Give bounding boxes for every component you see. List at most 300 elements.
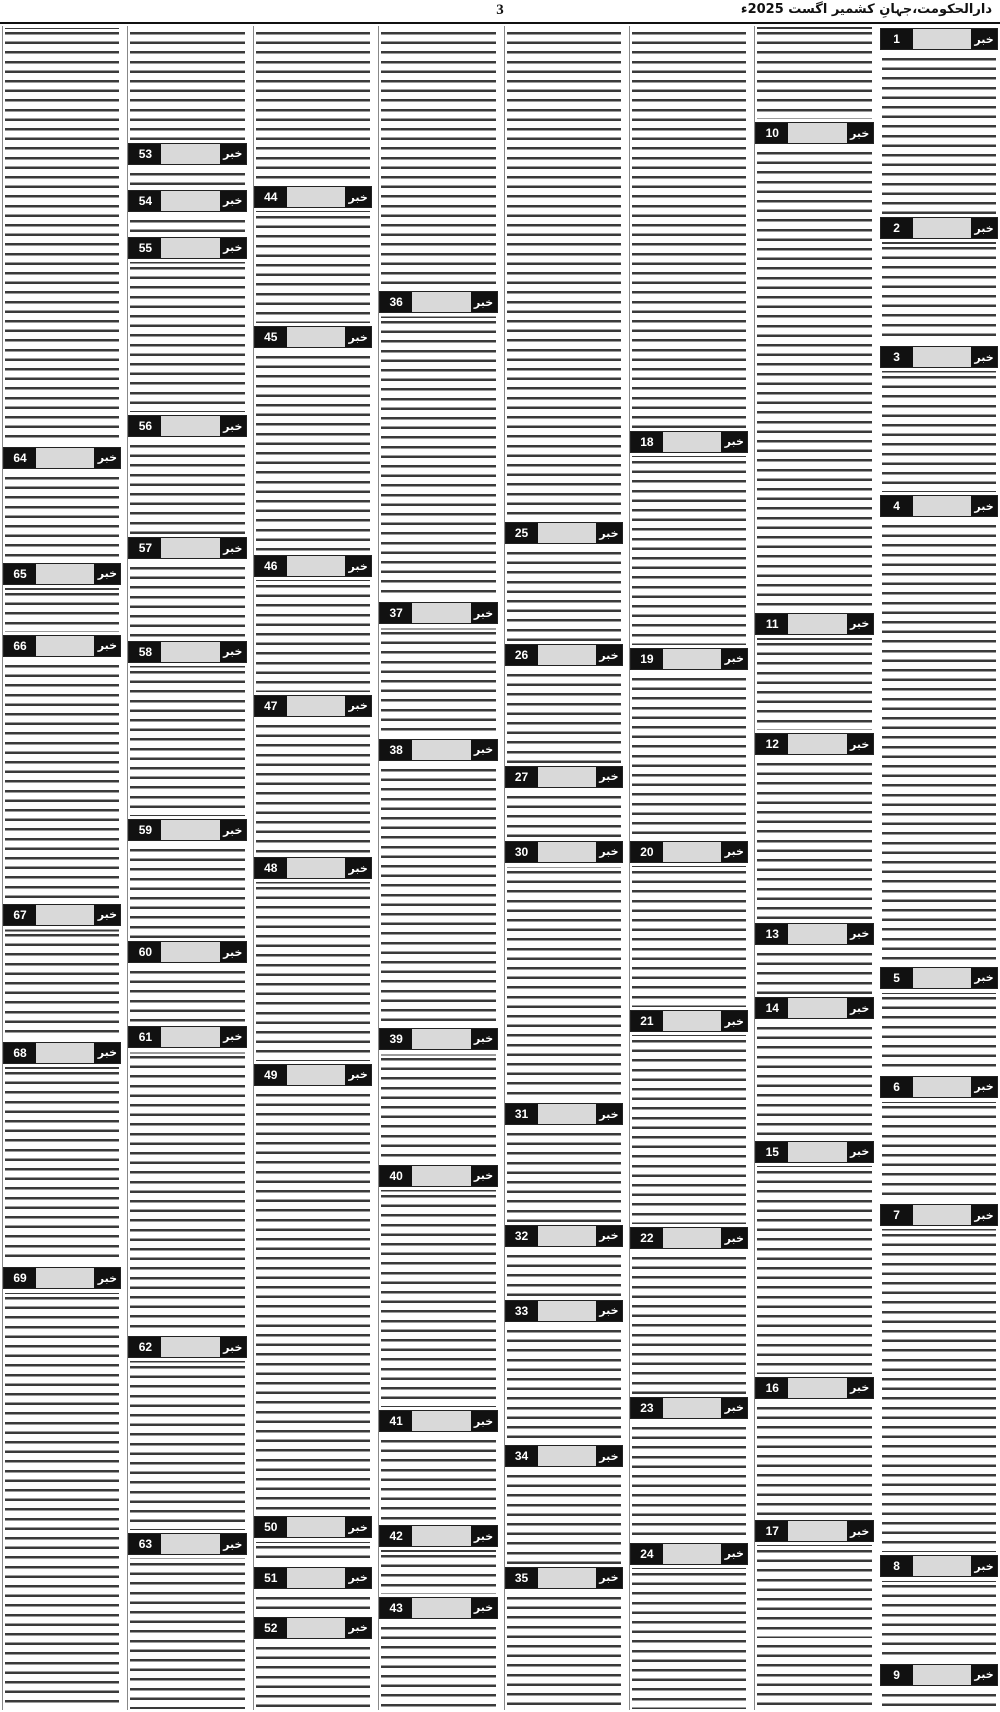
bar-fill xyxy=(913,1665,971,1685)
news-logo-badge: خبر xyxy=(847,1378,873,1398)
news-logo-badge: خبر xyxy=(596,1301,622,1321)
news-item xyxy=(128,235,246,414)
item-number-bar xyxy=(630,1010,748,1032)
news-logo-badge: خبر xyxy=(94,1268,120,1288)
item-number-bar xyxy=(128,143,246,165)
news-item xyxy=(630,429,748,646)
item-number-bar xyxy=(128,819,246,841)
item-number-bar xyxy=(755,1377,873,1399)
news-item xyxy=(128,1024,246,1334)
news-item xyxy=(630,26,748,429)
masthead-dateline: دارالحکومت،جہانِ کشمیر اگست 2025ء xyxy=(740,2,992,17)
item-number: 46 xyxy=(255,556,287,576)
news-logo-badge: خبر xyxy=(345,1618,371,1638)
article-text-block xyxy=(632,1422,746,1540)
news-item xyxy=(379,26,497,289)
news-item xyxy=(755,1375,873,1519)
news-item xyxy=(3,633,121,902)
news-logo-badge: خبر xyxy=(971,1665,997,1685)
news-logo-badge: خبر xyxy=(345,556,371,576)
item-number: 60 xyxy=(129,942,161,962)
bar-fill xyxy=(161,1337,219,1357)
article-text-block xyxy=(882,242,996,343)
news-item xyxy=(128,939,246,1023)
item-number-bar xyxy=(880,1076,998,1098)
article-text-block xyxy=(130,262,244,413)
news-item xyxy=(755,731,873,921)
item-number: 37 xyxy=(380,603,412,623)
article-text-block xyxy=(256,1642,370,1709)
article-text-block xyxy=(381,1053,495,1162)
item-number: 8 xyxy=(881,1556,913,1576)
news-logo-badge: خبر xyxy=(847,123,873,143)
item-number-bar xyxy=(379,291,497,313)
news-item xyxy=(128,639,246,818)
article-text-block xyxy=(130,562,244,637)
item-number-bar xyxy=(3,447,121,469)
bar-fill xyxy=(913,1556,971,1576)
news-item xyxy=(128,535,246,638)
news-logo-badge: خبر xyxy=(345,327,371,347)
item-number-bar xyxy=(630,841,748,863)
bar-fill xyxy=(538,523,596,543)
bar-fill xyxy=(913,968,971,988)
article-text-block xyxy=(130,27,244,140)
item-number-bar xyxy=(254,1064,372,1086)
item-number-bar xyxy=(880,346,998,368)
news-logo-badge: خبر xyxy=(847,1142,873,1162)
item-number: 54 xyxy=(129,191,161,211)
article-text-block xyxy=(130,1051,244,1333)
bar-fill xyxy=(161,820,219,840)
item-number-bar xyxy=(630,1227,748,1249)
news-item xyxy=(128,817,246,939)
news-item xyxy=(379,1163,497,1409)
article-text-block xyxy=(256,720,370,854)
news-item xyxy=(3,902,121,1040)
bar-fill xyxy=(412,1166,470,1186)
article-text-block xyxy=(507,1592,621,1709)
bar-fill xyxy=(913,1205,971,1225)
bar-fill xyxy=(412,603,470,623)
news-logo-badge: خبر xyxy=(847,924,873,944)
news-logo-badge: خبر xyxy=(596,523,622,543)
item-number: 10 xyxy=(756,123,788,143)
item-number: 17 xyxy=(756,1521,788,1541)
bar-fill xyxy=(161,538,219,558)
article-text-block xyxy=(5,1067,119,1264)
article-text-block xyxy=(381,1550,495,1594)
news-logo-badge: خبر xyxy=(220,820,246,840)
article-text-block xyxy=(5,1292,119,1709)
item-number-bar xyxy=(630,648,748,670)
item-number-bar xyxy=(3,1267,121,1289)
item-number: 43 xyxy=(380,1598,412,1618)
item-number: 56 xyxy=(129,416,161,436)
article-text-block xyxy=(882,1689,996,1709)
news-item xyxy=(630,646,748,839)
article-text-block xyxy=(5,27,119,444)
news-item xyxy=(128,1531,246,1710)
item-number: 23 xyxy=(631,1398,663,1418)
item-number-bar xyxy=(755,122,873,144)
news-item xyxy=(3,26,121,445)
news-column xyxy=(378,26,497,1710)
bar-fill xyxy=(412,1029,470,1049)
item-number: 36 xyxy=(380,292,412,312)
item-number: 20 xyxy=(631,842,663,862)
news-item xyxy=(505,1565,623,1710)
item-number-bar xyxy=(880,967,998,989)
article-text-block xyxy=(507,547,621,641)
item-number: 22 xyxy=(631,1228,663,1248)
news-column xyxy=(629,26,748,1710)
news-logo-badge: خبر xyxy=(596,1104,622,1124)
item-number: 67 xyxy=(4,905,36,925)
article-text-block xyxy=(5,472,119,560)
item-number: 68 xyxy=(4,1043,36,1063)
news-logo-badge: خبر xyxy=(220,416,246,436)
news-item xyxy=(254,184,372,324)
item-number: 57 xyxy=(129,538,161,558)
news-item xyxy=(755,921,873,995)
news-column xyxy=(2,26,121,1710)
news-logo-badge: خبر xyxy=(471,1526,497,1546)
news-logo-badge: خبر xyxy=(220,642,246,662)
item-number-bar xyxy=(379,1525,497,1547)
news-item xyxy=(128,188,246,235)
article-text-block xyxy=(882,1580,996,1661)
bar-fill xyxy=(287,556,345,576)
item-number-bar xyxy=(755,1141,873,1163)
item-number-bar xyxy=(128,1336,246,1358)
bar-fill xyxy=(538,1446,596,1466)
news-logo-badge: خبر xyxy=(94,636,120,656)
article-text-block xyxy=(130,440,244,534)
news-logo-badge: خبر xyxy=(721,1398,747,1418)
bar-fill xyxy=(788,734,846,754)
article-text-block xyxy=(632,27,746,428)
news-item xyxy=(505,642,623,764)
item-number: 47 xyxy=(255,696,287,716)
article-text-block xyxy=(507,791,621,838)
news-logo-badge: خبر xyxy=(721,1228,747,1248)
article-text-block xyxy=(882,53,996,214)
item-number: 69 xyxy=(4,1268,36,1288)
bar-fill xyxy=(36,564,94,584)
news-column xyxy=(253,26,372,1710)
bar-fill xyxy=(663,432,721,452)
item-number: 26 xyxy=(506,645,538,665)
item-number: 13 xyxy=(756,924,788,944)
item-number: 40 xyxy=(380,1166,412,1186)
bar-fill xyxy=(412,1526,470,1546)
item-number-bar xyxy=(128,941,246,963)
bar-fill xyxy=(788,1521,846,1541)
article-text-block xyxy=(757,1022,871,1138)
item-number: 25 xyxy=(506,523,538,543)
item-number-bar xyxy=(880,217,998,239)
article-text-block xyxy=(632,456,746,645)
item-number-bar xyxy=(755,923,873,945)
news-logo-badge: خبر xyxy=(471,292,497,312)
news-logo-badge: خبر xyxy=(345,1517,371,1537)
bar-fill xyxy=(538,767,596,787)
item-number-bar xyxy=(3,635,121,657)
bar-fill xyxy=(538,1568,596,1588)
news-logo-badge: خبر xyxy=(721,649,747,669)
news-item xyxy=(379,1523,497,1595)
article-text-block xyxy=(507,1128,621,1222)
article-text-block xyxy=(256,1592,370,1614)
news-logo-badge: خبر xyxy=(220,538,246,558)
item-number: 16 xyxy=(756,1378,788,1398)
item-number: 1 xyxy=(881,29,913,49)
bar-fill xyxy=(36,636,94,656)
news-logo-badge: خبر xyxy=(971,1077,997,1097)
item-number: 53 xyxy=(129,144,161,164)
news-logo-badge: خبر xyxy=(847,1521,873,1541)
article-text-block xyxy=(381,1190,495,1408)
item-number-bar xyxy=(505,1103,623,1125)
item-number-bar xyxy=(630,1543,748,1565)
news-item xyxy=(254,1565,372,1615)
news-logo-badge: خبر xyxy=(94,1043,120,1063)
news-item xyxy=(880,344,998,493)
news-item xyxy=(379,1595,497,1710)
news-item xyxy=(379,289,497,600)
news-logo-badge: خبر xyxy=(220,942,246,962)
article-text-block xyxy=(757,1640,871,1709)
item-number-bar xyxy=(379,1028,497,1050)
news-item xyxy=(880,493,998,965)
item-number: 33 xyxy=(506,1301,538,1321)
news-logo-badge: خبر xyxy=(220,1534,246,1554)
item-number-bar xyxy=(254,326,372,348)
item-number-bar xyxy=(880,28,998,50)
bar-fill xyxy=(287,327,345,347)
article-text-block xyxy=(507,669,621,763)
news-item xyxy=(254,1615,372,1710)
news-logo-badge: خبر xyxy=(220,144,246,164)
item-number: 38 xyxy=(380,740,412,760)
news-logo-badge: خبر xyxy=(847,998,873,1018)
bar-fill xyxy=(412,1598,470,1618)
article-text-block xyxy=(507,27,621,519)
news-item xyxy=(755,1139,873,1375)
bar-fill xyxy=(412,1411,470,1431)
item-number: 14 xyxy=(756,998,788,1018)
bar-fill xyxy=(538,842,596,862)
news-logo-badge: خبر xyxy=(345,187,371,207)
article-text-block xyxy=(507,1325,621,1442)
item-number: 7 xyxy=(881,1205,913,1225)
news-item xyxy=(128,413,246,535)
item-number: 44 xyxy=(255,187,287,207)
news-item xyxy=(755,26,873,120)
item-number: 19 xyxy=(631,649,663,669)
item-number-bar xyxy=(128,1533,246,1555)
news-item xyxy=(630,1225,748,1395)
bar-fill xyxy=(663,1544,721,1564)
news-item xyxy=(630,1008,748,1225)
bar-fill xyxy=(161,191,219,211)
bar-fill xyxy=(36,1268,94,1288)
article-text-block xyxy=(5,588,119,632)
article-text-block xyxy=(757,147,871,609)
news-logo-badge: خبر xyxy=(471,740,497,760)
bar-fill xyxy=(913,1077,971,1097)
news-logo-badge: خبر xyxy=(220,1027,246,1047)
bar-fill xyxy=(36,448,94,468)
news-item xyxy=(880,215,998,344)
news-item xyxy=(505,520,623,642)
news-item xyxy=(880,26,998,215)
news-item xyxy=(379,737,497,1026)
item-number: 32 xyxy=(506,1226,538,1246)
article-text-block xyxy=(882,992,996,1073)
news-item xyxy=(128,141,246,188)
bar-fill xyxy=(287,1517,345,1537)
news-logo-badge: خبر xyxy=(721,842,747,862)
article-text-block xyxy=(757,948,871,994)
news-item xyxy=(379,600,497,737)
bar-fill xyxy=(663,1398,721,1418)
item-number-bar xyxy=(880,1204,998,1226)
bar-fill xyxy=(788,1378,846,1398)
article-text-block xyxy=(130,168,244,187)
news-logo-badge: خبر xyxy=(471,1166,497,1186)
item-number-bar xyxy=(128,537,246,559)
article-text-block xyxy=(130,844,244,938)
item-number: 4 xyxy=(881,496,913,516)
item-number-bar xyxy=(3,563,121,585)
item-number-bar xyxy=(379,1410,497,1432)
item-number-bar xyxy=(505,522,623,544)
article-text-block xyxy=(507,1470,621,1564)
news-item xyxy=(755,1639,873,1710)
news-columns xyxy=(2,26,998,1710)
item-number: 31 xyxy=(506,1104,538,1124)
article-text-block xyxy=(256,211,370,323)
news-item xyxy=(505,839,623,1101)
article-text-block xyxy=(381,1622,495,1709)
news-item xyxy=(254,1062,372,1515)
news-logo-badge: خبر xyxy=(721,1544,747,1564)
news-item xyxy=(3,445,121,561)
bar-fill xyxy=(287,1065,345,1085)
item-number-bar xyxy=(254,857,372,879)
item-number: 35 xyxy=(506,1568,538,1588)
news-item xyxy=(755,120,873,610)
article-text-block xyxy=(381,1435,495,1522)
article-text-block xyxy=(757,758,871,920)
news-item xyxy=(379,1026,497,1163)
article-text-block xyxy=(256,27,370,183)
bar-fill xyxy=(287,1618,345,1638)
item-number-bar xyxy=(254,695,372,717)
news-logo-badge: خبر xyxy=(94,448,120,468)
item-number: 61 xyxy=(129,1027,161,1047)
item-number: 3 xyxy=(881,347,913,367)
article-text-block xyxy=(256,1089,370,1514)
article-text-block xyxy=(632,1035,746,1224)
news-item xyxy=(128,26,246,141)
item-number-bar xyxy=(755,733,873,755)
article-text-block xyxy=(256,351,370,552)
bar-fill xyxy=(788,1142,846,1162)
article-text-block xyxy=(632,1568,746,1710)
news-item xyxy=(630,839,748,1009)
bar-fill xyxy=(788,924,846,944)
news-logo-badge: خبر xyxy=(847,734,873,754)
article-text-block xyxy=(882,1229,996,1552)
item-number-bar xyxy=(379,1597,497,1619)
news-item xyxy=(505,1298,623,1443)
item-number-bar xyxy=(505,1225,623,1247)
news-logo-badge: خبر xyxy=(220,1337,246,1357)
bar-fill xyxy=(538,1226,596,1246)
news-logo-badge: خبر xyxy=(721,1011,747,1031)
bar-fill xyxy=(287,858,345,878)
news-logo-badge: خبر xyxy=(971,1556,997,1576)
news-logo-badge: خبر xyxy=(847,614,873,634)
article-text-block xyxy=(757,1402,871,1518)
bar-fill xyxy=(788,614,846,634)
news-item xyxy=(505,764,623,839)
news-logo-badge: خبر xyxy=(971,1205,997,1225)
bar-fill xyxy=(161,144,219,164)
page-header xyxy=(0,0,1000,24)
article-text-block xyxy=(5,929,119,1039)
item-number: 42 xyxy=(380,1526,412,1546)
item-number-bar xyxy=(505,766,623,788)
news-logo-badge: خبر xyxy=(971,29,997,49)
news-logo-badge: خبر xyxy=(596,842,622,862)
item-number-bar xyxy=(254,555,372,577)
item-number-bar xyxy=(505,1445,623,1467)
bar-fill xyxy=(161,642,219,662)
item-number: 11 xyxy=(756,614,788,634)
bar-fill xyxy=(538,645,596,665)
item-number-bar xyxy=(254,1567,372,1589)
news-item xyxy=(3,1265,121,1710)
news-logo-badge: خبر xyxy=(220,238,246,258)
item-number-bar xyxy=(505,841,623,863)
item-number-bar xyxy=(3,1042,121,1064)
item-number-bar xyxy=(755,1520,873,1542)
article-text-block xyxy=(632,673,746,838)
item-number-bar xyxy=(379,602,497,624)
news-logo-badge: خبر xyxy=(94,564,120,584)
news-column xyxy=(127,26,246,1710)
article-text-block xyxy=(5,660,119,901)
bar-fill xyxy=(913,218,971,238)
item-number: 41 xyxy=(380,1411,412,1431)
news-column xyxy=(880,26,998,1710)
item-number: 12 xyxy=(756,734,788,754)
article-text-block xyxy=(632,866,746,1008)
article-text-block xyxy=(130,666,244,817)
news-logo-badge: خبر xyxy=(220,191,246,211)
item-number: 49 xyxy=(255,1065,287,1085)
item-number: 50 xyxy=(255,1517,287,1537)
item-number: 15 xyxy=(756,1142,788,1162)
news-logo-badge: خبر xyxy=(971,496,997,516)
news-logo-badge: خبر xyxy=(345,1568,371,1588)
item-number-bar xyxy=(128,415,246,437)
article-text-block xyxy=(507,1250,621,1297)
